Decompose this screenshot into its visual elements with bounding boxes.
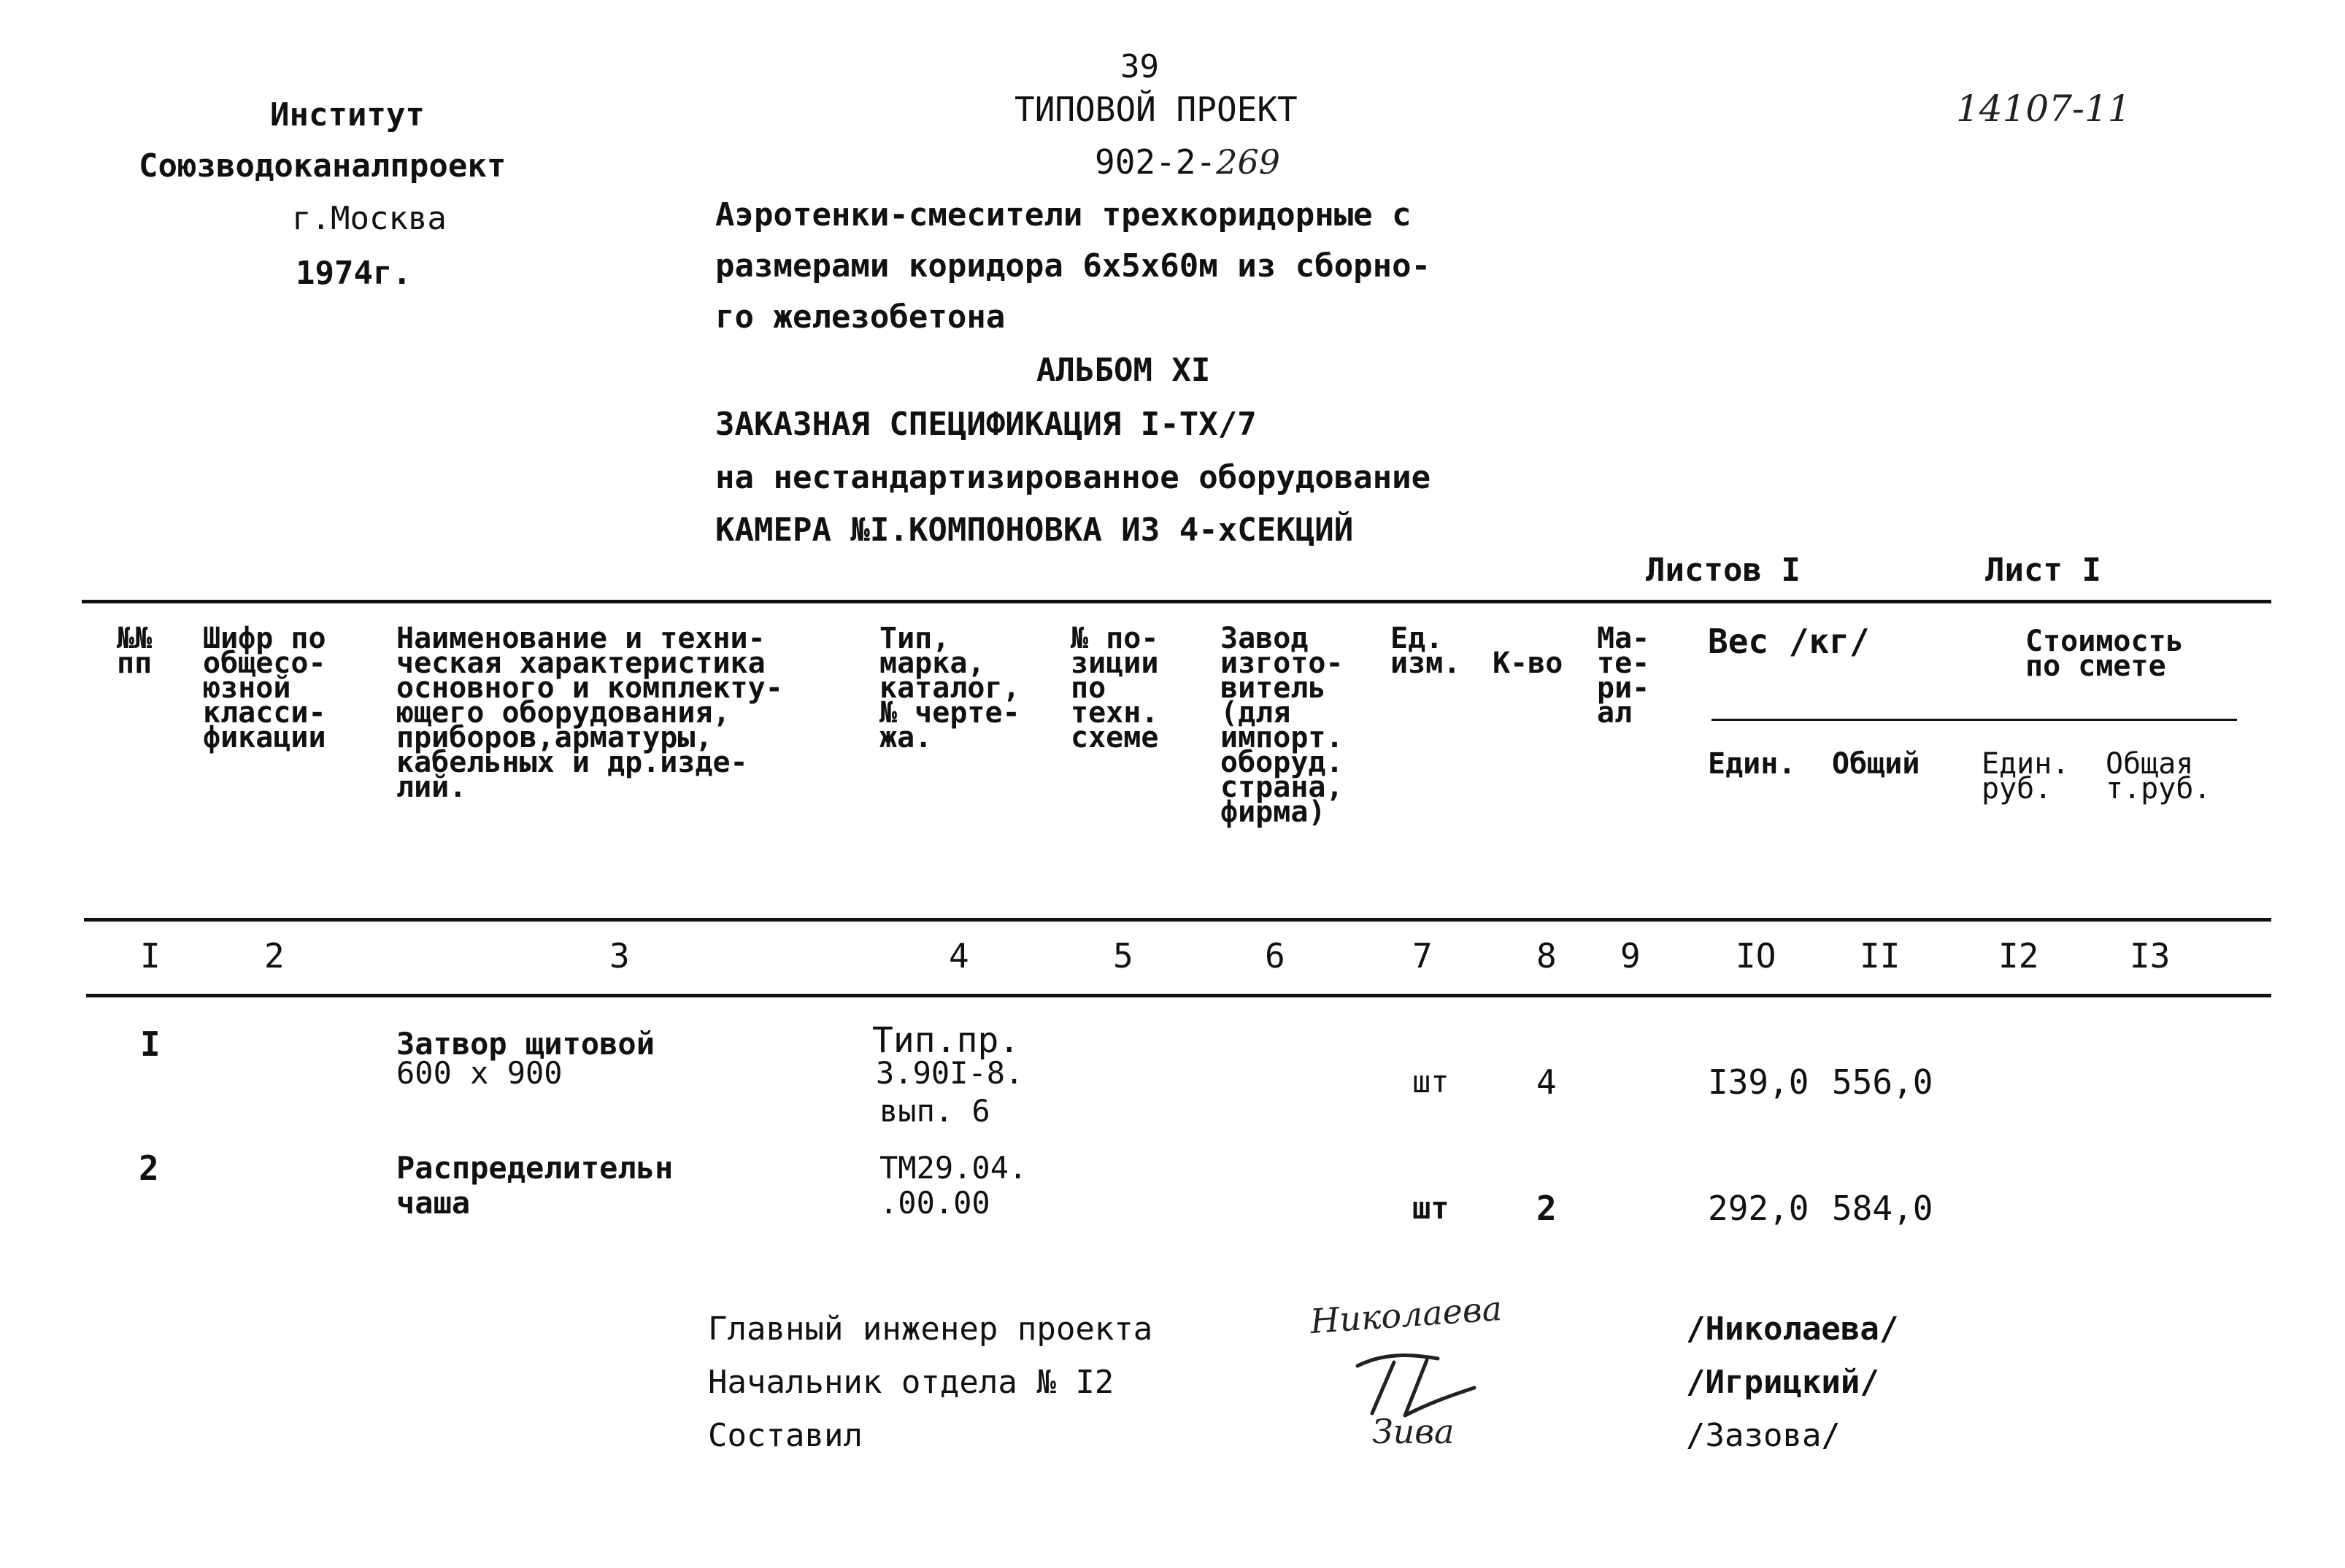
project-number-hand: 269 <box>1216 142 1280 182</box>
header-weight: Вес /кг/ <box>1708 622 1870 661</box>
header-cost: Стоимость по смете <box>2025 625 2184 683</box>
row-qty: 4 <box>1536 1062 1557 1102</box>
header-bottom-border <box>84 918 2271 922</box>
colnum-7: 7 <box>1412 936 1433 976</box>
album-title: АЛЬБОМ XI <box>1036 352 1211 389</box>
sheets-total: Листов I <box>1646 552 1801 589</box>
header-cost-unit: Един. руб. <box>1982 747 2070 806</box>
signature-role-department-head: Начальник отдела № I2 <box>708 1364 1114 1401</box>
colnum-10: IO <box>1736 936 1776 976</box>
header-col5: № по- зиции по техн. схеме <box>1071 622 1159 754</box>
row-type-1: ТМ29.04. <box>879 1150 1028 1186</box>
colnum-11: II <box>1860 936 1901 976</box>
institute-label: Институт <box>270 96 425 134</box>
handwritten-signature-2 <box>1336 1337 1482 1424</box>
row-weight-unit: 292,0 <box>1708 1189 1809 1228</box>
row-weight-total: 556,0 <box>1832 1062 1933 1102</box>
signature-role-chief-engineer: Главный инженер проекта <box>708 1310 1153 1348</box>
colnum-bottom-border <box>86 994 2271 997</box>
colnum-2: 2 <box>264 936 285 976</box>
colnum-13: I3 <box>2130 936 2171 976</box>
header-col6: Завод изгото- витель (для импорт. оборуд. страна, фирма) <box>1220 622 1344 829</box>
page-number: 39 <box>1120 48 1159 85</box>
signature-role-compiler: Составил <box>708 1417 863 1454</box>
row-weight-total: 584,0 <box>1832 1189 1933 1228</box>
header-col7: Ед. изм. <box>1390 622 1461 680</box>
row-name-1: Распределительн <box>396 1150 674 1186</box>
header-col9: Ма- те- ри- ал <box>1597 622 1650 730</box>
weight-cost-divider <box>1711 719 2237 721</box>
row-name-2: чаша <box>396 1185 471 1221</box>
row-number: 2 <box>139 1148 159 1188</box>
colnum-8: 8 <box>1536 936 1557 976</box>
spec-title: ЗАКАЗНАЯ СПЕЦИФИКАЦИЯ I-ТХ/7 <box>715 406 1257 443</box>
row-name-2: 600 x 900 <box>396 1055 563 1091</box>
project-desc-1: Аэротенки-смесители трехкоридорные с <box>715 196 1412 233</box>
header-cost-total: Общая т.руб. <box>2106 747 2211 806</box>
row-type-2: 3.90I-8. <box>876 1055 1024 1091</box>
colnum-12: I2 <box>1998 936 2039 976</box>
project-desc-3: го железобетона <box>715 298 1006 336</box>
row-type-3: вып. 6 <box>879 1093 990 1129</box>
colnum-1: I <box>140 936 161 976</box>
row-type-2: .00.00 <box>879 1185 990 1221</box>
row-weight-unit: I39,0 <box>1708 1062 1809 1102</box>
chamber-title: КАМЕРА №I.КОМПОНОВКА ИЗ 4-хСЕКЦИЙ <box>715 511 1354 549</box>
spec-subtitle: на нестандартизированное оборудование <box>715 459 1431 496</box>
signature-name-1: /Николаева/ <box>1686 1310 1899 1348</box>
project-number-prefix: 902-2- <box>1095 142 1217 182</box>
colnum-3: 3 <box>609 936 630 976</box>
row-unit: шт <box>1412 1064 1449 1100</box>
row-qty: 2 <box>1536 1189 1557 1228</box>
row-number: I <box>140 1024 161 1064</box>
project-desc-2: размерами коридора 6х5х60м из сборно- <box>715 247 1431 285</box>
project-number <box>1095 139 1280 185</box>
header-weight-unit: Един. <box>1708 747 1796 781</box>
table-top-border <box>82 600 2271 603</box>
colnum-5: 5 <box>1113 936 1133 976</box>
row-unit: шт <box>1412 1190 1449 1226</box>
row-type-1: Тип.пр. <box>872 1020 1020 1061</box>
signature-name-2: /Игрицкий/ <box>1686 1364 1879 1401</box>
header-col3: Наименование и техни- ческая характеристика основного и комплекту- ющего оборудования, приборов,арматуры, кабельных и др.изде- лий. <box>396 622 783 804</box>
handwritten-signature-3: Зива <box>1372 1412 1455 1451</box>
row-name-1: Затвор щитовой <box>396 1026 655 1062</box>
header-col2: Шифр по общесо- юзной класси- фикации <box>203 622 326 754</box>
institute-name: Союзводоканалпроект <box>139 147 507 185</box>
sheet-current: Лист I <box>1985 552 2101 589</box>
institute-city: г.Москва <box>292 200 447 237</box>
colnum-6: 6 <box>1265 936 1285 976</box>
header-weight-total: Общий <box>1832 747 1920 781</box>
colnum-9: 9 <box>1620 936 1641 976</box>
signature-name-3: /Зазова/ <box>1686 1417 1841 1454</box>
project-title: ТИПОВОЙ ПРОЕКТ <box>1014 90 1298 129</box>
header-col1: №№ пп <box>117 622 153 680</box>
header-col4: Тип, марка, каталог, № черте- жа. <box>879 622 1020 754</box>
handwritten-signature-1: Николаева <box>1309 1288 1503 1342</box>
handwritten-code: 14107-11 <box>1956 88 2131 130</box>
colnum-4: 4 <box>949 936 969 976</box>
header-col8: К-во <box>1493 646 1563 680</box>
institute-year: 1974г. <box>296 255 412 292</box>
